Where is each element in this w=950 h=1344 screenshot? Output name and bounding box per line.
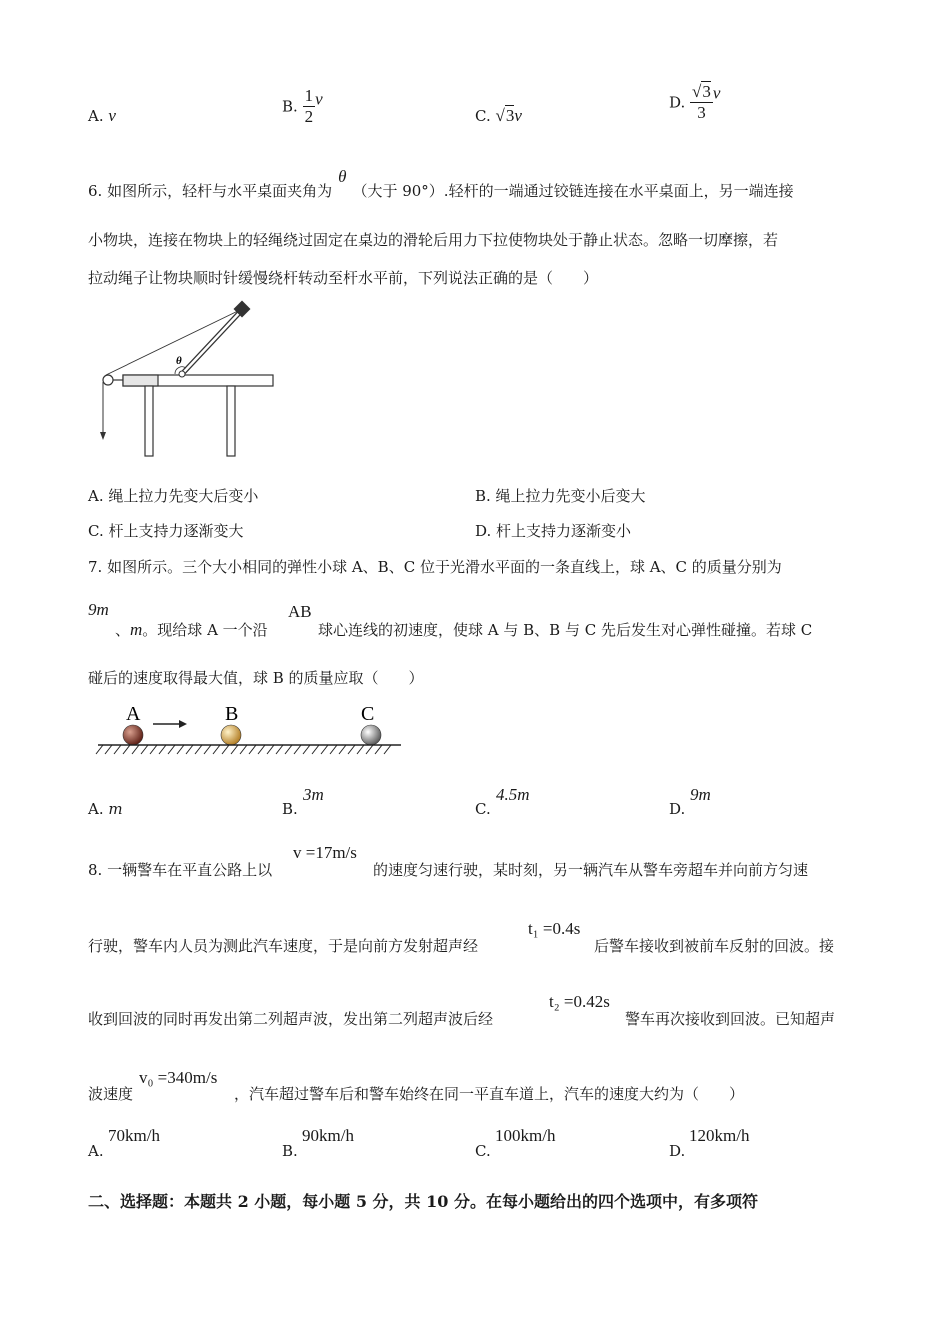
hatch-mark xyxy=(141,745,148,754)
hatch-mark xyxy=(276,745,283,754)
q8-line-2-end: 后警车接收到被前车反射的回波。接 xyxy=(594,937,835,955)
q7-line-2-end: 球心连线的初速度，使球 A 与 B、B 与 C 先后发生对心弹性碰撞。若球 C xyxy=(318,621,813,639)
q8-line-4-end: ，汽车超过警车后和警车始终在同一平直车道上，汽车的速度大约为（ ） xyxy=(234,1085,745,1103)
q7-option-c-val: 4.5m xyxy=(496,785,530,804)
q7-line-1: 7. 如图所示。三个大小相同的弹性小球 A、B、C 位于光滑水平面的一条直线上，球 A、C 的质量分别为 xyxy=(88,558,782,576)
pull-arrow-icon xyxy=(100,432,106,440)
hatch-mark xyxy=(114,745,121,754)
q8-option-c-val: 100km/h xyxy=(495,1126,556,1145)
hatch-mark xyxy=(384,745,391,754)
hatch-mark xyxy=(204,745,211,754)
section-2-heading: 二、选择题：本题共 2 小题，每小题 5 分，共 10 分。在每小题给出的四个选项中，有多项符 xyxy=(88,1192,758,1211)
q8-option-b-val: 90km/h xyxy=(302,1126,354,1145)
table-leg-right xyxy=(227,386,235,456)
q8-line-1-start: 8. 一辆警车在平直公路上以 xyxy=(88,861,273,879)
q7-line-3: 碰后的速度取得最大值，球 B 的质量应取（ ） xyxy=(88,669,424,687)
hatch-mark xyxy=(132,745,139,754)
q8-option-d-label: D. xyxy=(669,1142,686,1160)
table-edge-block xyxy=(123,375,158,386)
hatch-mark xyxy=(348,745,355,754)
hinge-icon xyxy=(179,371,185,377)
q8-option-a-val: 70km/h xyxy=(108,1126,160,1145)
hatch-mark xyxy=(213,745,220,754)
hatch-mark xyxy=(303,745,310,754)
hatch-mark xyxy=(321,745,328,754)
q8-option-d-val: 120km/h xyxy=(689,1126,750,1145)
q5-option-d: D. $\frac{√3}{3}$ v xyxy=(669,82,721,122)
q8-option-a-label: A. xyxy=(88,1142,104,1160)
q7-option-c-label: C. xyxy=(475,800,491,818)
hatch-mark xyxy=(240,745,247,754)
hatch-mark xyxy=(249,745,256,754)
q7-option-b-label: B. xyxy=(282,800,298,818)
q8-line-2-start: 行驶，警车内人员为测此汽车速度，于是向前方发射超声经 xyxy=(88,937,479,955)
q7-option-a: A. m xyxy=(88,800,123,818)
q8-line-3-end: 警车再次接收到回波。已知超声 xyxy=(625,1010,836,1028)
hatch-mark xyxy=(339,745,346,754)
q7-ab: AB xyxy=(288,602,312,621)
q7-option-d-val: 9m xyxy=(690,785,711,804)
q6-line-2: 小物块，连接在物块上的轻绳绕过固定在桌边的滑轮后用力下拉使物块处于静止状态。忽略一切摩擦，若 xyxy=(88,231,779,249)
hatch-mark xyxy=(294,745,301,754)
ball-c xyxy=(361,725,381,745)
q6-option-a: A. 绳上拉力先变大后变小 xyxy=(88,487,259,505)
q8-line-3-start: 收到回波的同时再发出第二列超声波，发出第二列超声波后经 xyxy=(88,1010,494,1028)
hatch-mark xyxy=(150,745,157,754)
hatch-mark xyxy=(357,745,364,754)
q7-line-2-start: 、m。现给球 A 一个沿 xyxy=(115,620,268,639)
hatch-mark xyxy=(366,745,373,754)
q5-option-a: A. v xyxy=(88,106,116,125)
pulley-icon xyxy=(103,375,113,385)
ground-hatch xyxy=(96,745,391,754)
hatch-mark xyxy=(186,745,193,754)
hatch-mark xyxy=(123,745,130,754)
hatch-mark xyxy=(222,745,229,754)
q6-option-b: B. 绳上拉力先变小后变大 xyxy=(475,487,646,505)
q7-option-b-val: 3m xyxy=(303,785,324,804)
q5-option-b: B. $\frac{1}{2}$ v xyxy=(282,86,323,126)
q6-line-1: 6. 如图所示，轻杆与水平桌面夹角为θ（大于 90°）.轻杆的一端通过铰链连接在水平桌面上，另一端连接 xyxy=(88,167,794,200)
ball-b-label: B xyxy=(225,703,239,725)
q8-t1: t₁ =0.4s xyxy=(528,919,581,938)
q8-option-b-label: B. xyxy=(282,1142,298,1160)
q6-figure xyxy=(95,300,285,460)
q5-option-c: C. √3v xyxy=(475,106,522,125)
hatch-mark xyxy=(267,745,274,754)
q6-option-c: C. 杆上支持力逐渐变大 xyxy=(88,522,244,540)
ball-a xyxy=(123,725,143,745)
hatch-mark xyxy=(375,745,382,754)
q8-line-4-start: 波速度 xyxy=(88,1085,134,1103)
q6-line-3: 拉动绳子让物块顺时针缓慢绕杆转动至杆水平前，下列说法正确的是（ ） xyxy=(88,269,599,287)
q8-t2: t₂ =0.42s xyxy=(549,992,610,1011)
rope xyxy=(106,309,242,375)
light-rod xyxy=(182,310,242,374)
hatch-mark xyxy=(96,745,103,754)
q6-option-d: D. 杆上支持力逐渐变小 xyxy=(475,522,632,540)
hatch-mark xyxy=(195,745,202,754)
hatch-mark xyxy=(168,745,175,754)
ball-c-label: C xyxy=(361,703,375,725)
q8-v0: v₀ =340m/s xyxy=(139,1068,218,1087)
q8-option-c-label: C. xyxy=(475,1142,491,1160)
hatch-mark xyxy=(105,745,112,754)
fig-theta: θ xyxy=(176,355,182,367)
q7-figure xyxy=(93,700,413,762)
hatch-mark xyxy=(330,745,337,754)
ball-a-label: A xyxy=(126,703,141,725)
q8-line-1-end: 的速度匀速行驶，某时刻，另一辆汽车从警车旁超车并向前方匀速 xyxy=(373,861,809,879)
table-leg-left xyxy=(145,386,153,456)
hatch-mark xyxy=(231,745,238,754)
hatch-mark xyxy=(312,745,319,754)
ball-b xyxy=(221,725,241,745)
q8-v: v =17m/s xyxy=(293,843,357,862)
q7-mass-a: 9m xyxy=(88,600,109,619)
hatch-mark xyxy=(159,745,166,754)
q7-option-d-label: D. xyxy=(669,800,686,818)
hatch-mark xyxy=(258,745,265,754)
hatch-mark xyxy=(285,745,292,754)
hatch-mark xyxy=(177,745,184,754)
velocity-arrow-icon xyxy=(179,720,187,728)
